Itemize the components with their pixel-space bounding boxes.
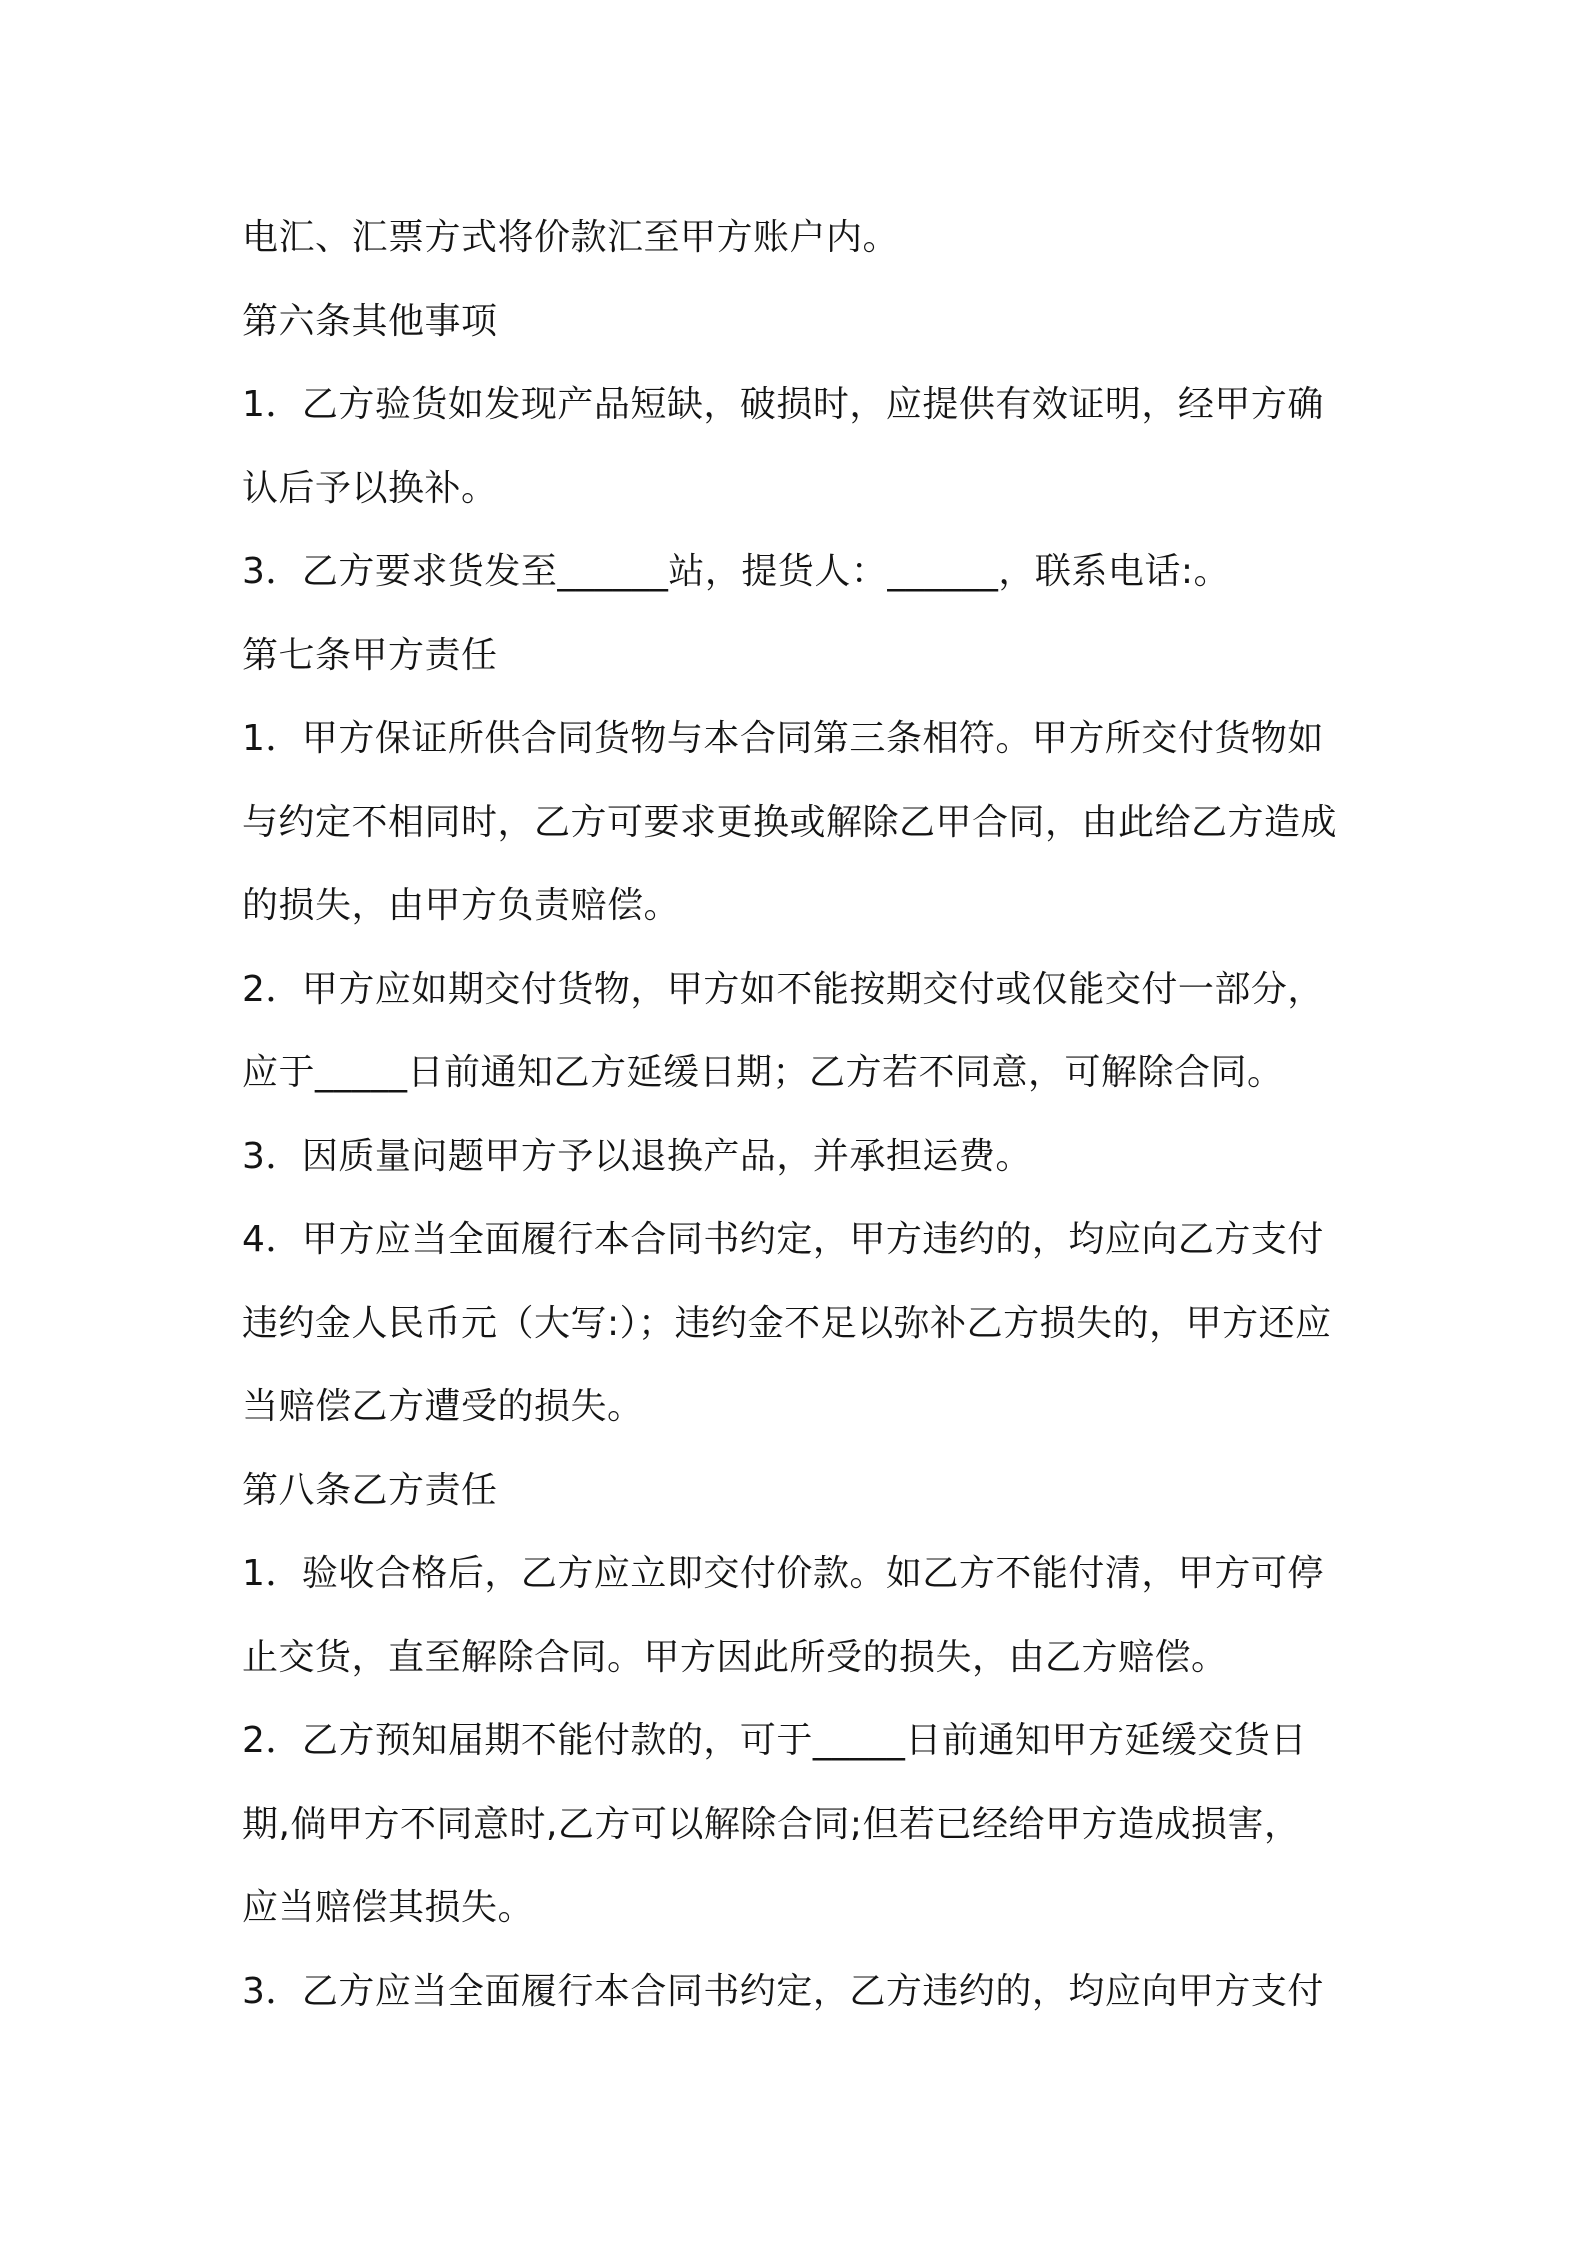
text-line: 认后予以换补。 bbox=[242, 467, 498, 509]
section-heading: 第六条其他事项 bbox=[242, 300, 498, 342]
text-line: 电汇、汇票方式将价款汇至甲方账户内。 bbox=[242, 217, 900, 258]
text-line: 2．甲方应如期交付货物，甲方如不能按期交付或仅能交付一部分， bbox=[242, 968, 1324, 1010]
text-line: 2．乙方预知届期不能付款的，可于_____日前通知甲方延缓交货日 bbox=[242, 1720, 1307, 1761]
text-line: 3．乙方应当全面履行本合同书约定，乙方违约的，均应向甲方支付 bbox=[242, 1970, 1324, 2012]
text-line: 当赔偿乙方遭受的损失。 bbox=[242, 1386, 644, 1427]
text-line: 3．乙方要求货发至______站，提货人：______，联系电话:。 bbox=[242, 551, 1231, 592]
text-line: 期,倘甲方不同意时,乙方可以解除合同;但若已经给甲方造成损害， bbox=[242, 1803, 1301, 1845]
document-body bbox=[242, 196, 1362, 2033]
text-line: 的损失，由甲方负责赔偿。 bbox=[242, 885, 681, 926]
text-line: 与约定不相同时，乙方可要求更换或解除乙甲合同，由此给乙方造成 bbox=[242, 801, 1338, 843]
text-line: 3．因质量问题甲方予以退换产品，并承担运费。 bbox=[242, 1135, 1032, 1177]
text-line: 应于_____日前通知乙方延缓日期；乙方若不同意，可解除合同。 bbox=[242, 1052, 1284, 1093]
text-line: 1．验收合格后，乙方应立即交付价款。如乙方不能付清，甲方可停 bbox=[242, 1553, 1324, 1594]
text-line: 1．甲方保证所供合同货物与本合同第三条相符。甲方所交付货物如 bbox=[242, 718, 1324, 759]
text-line: 4．甲方应当全面履行本合同书约定，甲方违约的，均应向乙方支付 bbox=[242, 1219, 1324, 1260]
section-heading: 第八条乙方责任 bbox=[242, 1469, 498, 1511]
text-line: 违约金人民币元（大写:）；违约金不足以弥补乙方损失的，甲方还应 bbox=[242, 1302, 1332, 1344]
text-line: 应当赔偿其损失。 bbox=[242, 1887, 535, 1928]
section-heading: 第七条甲方责任 bbox=[242, 634, 498, 676]
text-line: 1．乙方验货如发现产品短缺，破损时，应提供有效证明，经甲方确 bbox=[242, 384, 1324, 425]
text-line: 止交货，直至解除合同。甲方因此所受的损失，由乙方赔偿。 bbox=[242, 1636, 1228, 1678]
